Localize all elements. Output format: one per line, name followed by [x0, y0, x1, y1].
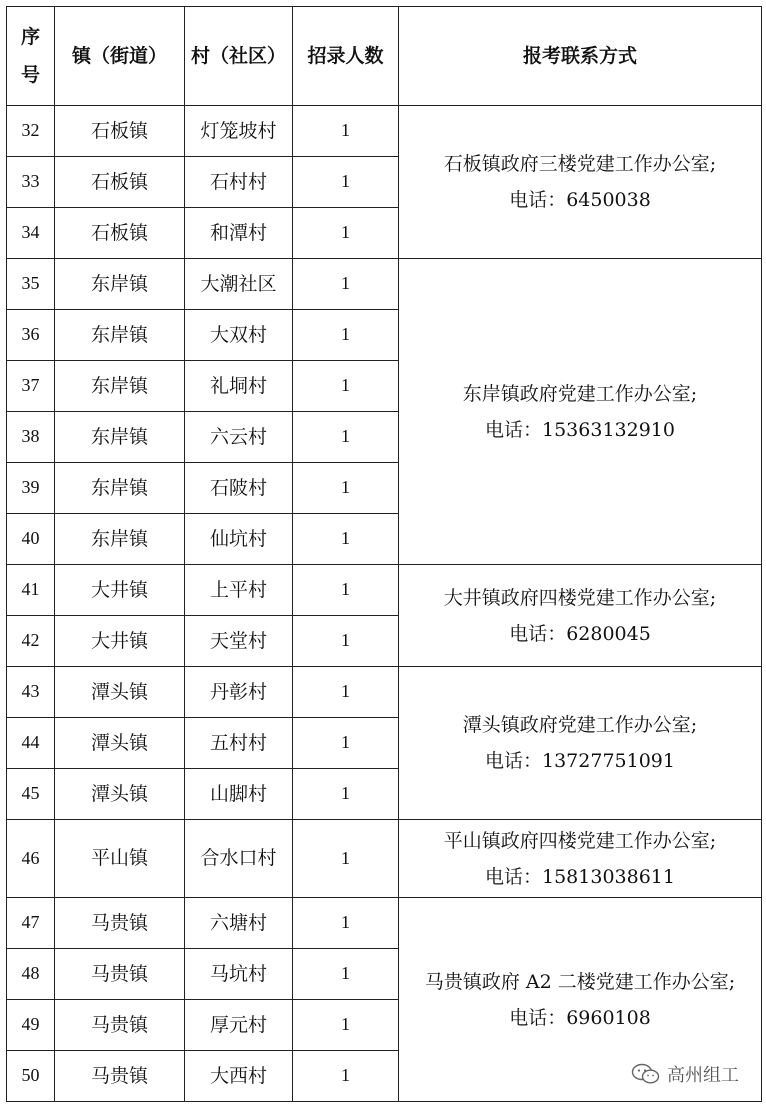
- town-cell: 石板镇: [55, 106, 185, 157]
- count-cell: 1: [293, 361, 399, 412]
- contact-office: 石板镇政府三楼党建工作办公室;: [443, 153, 717, 175]
- contact-phone: 电话：6450038: [509, 189, 651, 211]
- contact-cell: [399, 106, 762, 259]
- count-cell: 1: [293, 898, 399, 949]
- count-cell: 1: [293, 208, 399, 259]
- village-cell: 厚元村: [185, 1000, 293, 1051]
- town-cell: 东岸镇: [55, 463, 185, 514]
- seq-cell: 33: [7, 157, 55, 208]
- village-cell: 礼垌村: [185, 361, 293, 412]
- count-cell: 1: [293, 565, 399, 616]
- seq-cell: 37: [7, 361, 55, 412]
- town-cell: 马贵镇: [55, 949, 185, 1000]
- town-cell: 潭头镇: [55, 769, 185, 820]
- town-cell: 东岸镇: [55, 310, 185, 361]
- village-cell: 大潮社区: [185, 259, 293, 310]
- contact-phone: 电话：6960108: [509, 1006, 651, 1029]
- table-row: [7, 106, 762, 157]
- count-cell: 1: [293, 616, 399, 667]
- town-cell: 石板镇: [55, 208, 185, 259]
- count-cell: 1: [293, 1000, 399, 1051]
- contact-office: 潭头镇政府党建工作办公室;: [462, 714, 698, 736]
- village-cell: 大双村: [185, 310, 293, 361]
- table-row: [7, 565, 762, 616]
- seq-cell: 50: [7, 1051, 55, 1102]
- village-cell: 丹彰村: [185, 667, 293, 718]
- watermark-text: 高州组工: [667, 1065, 739, 1086]
- village-cell: 天堂村: [185, 616, 293, 667]
- town-cell: 东岸镇: [55, 412, 185, 463]
- wechat-icon: [631, 1063, 661, 1085]
- contact-cell: [399, 667, 762, 820]
- header-count: 招录人数: [293, 7, 399, 106]
- contact-office: 马贵镇政府 A2 二楼党建工作办公室;: [424, 970, 736, 993]
- town-cell: 马贵镇: [55, 1000, 185, 1051]
- count-cell: 1: [293, 820, 399, 898]
- village-cell: 上平村: [185, 565, 293, 616]
- count-cell: 1: [293, 259, 399, 310]
- seq-cell: 48: [7, 949, 55, 1000]
- wechat-watermark: [627, 1058, 743, 1090]
- seq-cell: 47: [7, 898, 55, 949]
- contact-phone: 电话：6280045: [509, 622, 651, 645]
- village-cell: 和潭村: [185, 208, 293, 259]
- count-cell: 1: [293, 667, 399, 718]
- table-row: [7, 820, 762, 898]
- seq-cell: 40: [7, 514, 55, 565]
- count-cell: 1: [293, 514, 399, 565]
- seq-cell: 46: [7, 820, 55, 898]
- town-cell: 大井镇: [55, 616, 185, 667]
- count-cell: 1: [293, 718, 399, 769]
- seq-cell: 41: [7, 565, 55, 616]
- town-cell: 大井镇: [55, 565, 185, 616]
- contact-phone: 电话：15363132910: [485, 418, 675, 441]
- header-village: 村（社区）: [185, 7, 293, 106]
- count-cell: 1: [293, 1051, 399, 1102]
- seq-cell: 34: [7, 208, 55, 259]
- seq-cell: 42: [7, 616, 55, 667]
- count-cell: 1: [293, 157, 399, 208]
- village-cell: 五村村: [185, 718, 293, 769]
- seq-cell: 35: [7, 259, 55, 310]
- village-cell: 六塘村: [185, 898, 293, 949]
- header-town: 镇（街道）: [55, 7, 185, 106]
- town-cell: 石板镇: [55, 157, 185, 208]
- contact-cell: [399, 820, 762, 898]
- contact-office: 东岸镇政府党建工作办公室;: [462, 382, 698, 405]
- village-cell: 灯笼坡村: [185, 106, 293, 157]
- seq-cell: 38: [7, 412, 55, 463]
- seq-cell: 32: [7, 106, 55, 157]
- village-cell: 合水口村: [185, 820, 293, 898]
- table-row: [7, 259, 762, 310]
- contact-cell: [399, 259, 762, 565]
- town-cell: 东岸镇: [55, 259, 185, 310]
- recruitment-table: [6, 6, 762, 1102]
- town-cell: 潭头镇: [55, 667, 185, 718]
- village-cell: 大西村: [185, 1051, 293, 1102]
- count-cell: 1: [293, 106, 399, 157]
- seq-cell: 49: [7, 1000, 55, 1051]
- village-cell: 石村村: [185, 157, 293, 208]
- header-contact: 报考联系方式: [399, 7, 762, 106]
- header-row: [7, 7, 762, 106]
- town-cell: 东岸镇: [55, 514, 185, 565]
- town-cell: 马贵镇: [55, 1051, 185, 1102]
- town-cell: 潭头镇: [55, 718, 185, 769]
- town-cell: 马贵镇: [55, 898, 185, 949]
- count-cell: 1: [293, 412, 399, 463]
- count-cell: 1: [293, 769, 399, 820]
- village-cell: 山脚村: [185, 769, 293, 820]
- table-row: [7, 667, 762, 718]
- seq-cell: 43: [7, 667, 55, 718]
- count-cell: 1: [293, 463, 399, 514]
- town-cell: 东岸镇: [55, 361, 185, 412]
- count-cell: 1: [293, 310, 399, 361]
- seq-cell: 44: [7, 718, 55, 769]
- contact-office: 平山镇政府四楼党建工作办公室;: [443, 829, 717, 852]
- contact-phone: 电话：13727751091: [485, 750, 675, 772]
- contact-phone: 电话：15813038611: [485, 865, 675, 888]
- village-cell: 马坑村: [185, 949, 293, 1000]
- seq-cell: 45: [7, 769, 55, 820]
- village-cell: 石陂村: [185, 463, 293, 514]
- count-cell: 1: [293, 949, 399, 1000]
- table-row: [7, 898, 762, 949]
- contact-office: 大井镇政府四楼党建工作办公室;: [443, 586, 717, 609]
- seq-cell: 36: [7, 310, 55, 361]
- seq-cell: 39: [7, 463, 55, 514]
- header-seq: 序 号: [7, 7, 55, 106]
- village-cell: 仙坑村: [185, 514, 293, 565]
- town-cell: 平山镇: [55, 820, 185, 898]
- village-cell: 六云村: [185, 412, 293, 463]
- contact-cell: [399, 565, 762, 667]
